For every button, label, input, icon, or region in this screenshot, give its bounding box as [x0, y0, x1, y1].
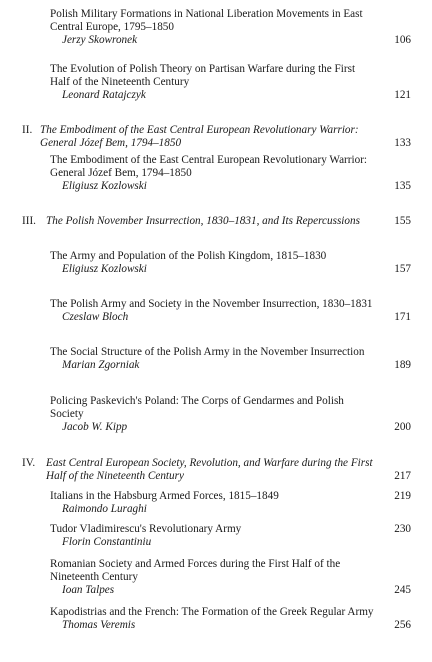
chapter-author: Eligiusz Kozlowski [62, 263, 147, 275]
chapter-title: The Polish Army and Society in the November Insurrection, 1830–1831 [50, 298, 373, 310]
chapter-author: Ioan Talpes [62, 584, 115, 596]
toc-entry [50, 523, 411, 549]
page-number: 219 [394, 490, 411, 502]
page-number: 135 [394, 180, 411, 192]
section-number: III. [22, 215, 36, 227]
page-number: 189 [394, 359, 411, 371]
toc-entry [50, 606, 411, 632]
page-number: 106 [394, 34, 411, 46]
toc-section [22, 124, 411, 150]
chapter-author: Raimondo Luraghi [62, 503, 147, 515]
page-number: 200 [394, 421, 411, 433]
page-number: 171 [394, 311, 411, 323]
page-number: 230 [394, 523, 411, 535]
chapter-title: The Social Structure of the Polish Army in the November Insurrection [50, 346, 365, 358]
chapter-title: The Evolution of Polish Theory on Partisan Warfare during the First Half of the Nineteenth Century [50, 63, 356, 88]
page-number: 157 [394, 263, 411, 275]
chapter-author: Marian Zgorniak [62, 359, 140, 371]
chapter-author: Thomas Veremis [62, 619, 136, 631]
toc-entry [50, 346, 411, 372]
page-number: 155 [394, 215, 411, 227]
toc-entry [50, 490, 411, 516]
toc-entry [50, 558, 411, 597]
chapter-author: Czeslaw Bloch [62, 311, 129, 323]
toc-entry [50, 63, 411, 102]
chapter-author: Florin Constantiniu [62, 536, 152, 548]
page-number: 245 [394, 584, 411, 596]
toc-entry [50, 250, 411, 276]
page-number: 121 [394, 89, 411, 101]
chapter-title: Italians in the Habsburg Armed Forces, 1815–1849 [50, 490, 279, 502]
section-title: The Embodiment of the East Central European Revolutionary Warrior: General Józef Bem, 1794–1850 [40, 124, 359, 149]
section-title: East Central European Society, Revolution, and Warfare during the First Half of the Nineteenth Century [46, 457, 373, 482]
chapter-title: Kapodistrias and the French: The Formation of the Greek Regular Army [50, 606, 374, 618]
page-number: 133 [394, 137, 411, 149]
chapter-author: Eligiusz Kozlowski [62, 180, 147, 192]
chapter-title: Polish Military Formations in National Liberation Movements in East Central Europe, 1795–1850 [50, 8, 363, 33]
section-number: II. [22, 124, 33, 136]
chapter-author: Leonard Ratajczyk [62, 89, 146, 101]
chapter-title: The Army and Population of the Polish Kingdom, 1815–1830 [50, 250, 327, 262]
toc-section [22, 457, 411, 483]
page-number: 256 [394, 619, 411, 631]
chapter-title: Romanian Society and Armed Forces during the First Half of the Nineteenth Century [50, 558, 341, 583]
chapter-title: Tudor Vladimirescu's Revolutionary Army [50, 523, 242, 535]
toc-entry [50, 8, 411, 47]
chapter-author: Jacob W. Kipp [62, 421, 128, 433]
section-title: The Polish November Insurrection, 1830–1831, and Its Repercussions [46, 215, 360, 227]
toc-entry [50, 298, 411, 324]
section-number: IV. [22, 457, 36, 469]
chapter-title: The Embodiment of the East Central European Revolutionary Warrior: General Józef Bem, 1794–1850 [50, 154, 368, 179]
toc-entry [50, 154, 411, 193]
chapter-author: Jerzy Skowronek [62, 34, 138, 46]
toc-entry [50, 395, 411, 434]
toc-section [22, 215, 411, 228]
page-number: 217 [394, 470, 411, 482]
chapter-title: Policing Paskevich's Poland: The Corps of Gendarmes and Polish Society [50, 395, 344, 420]
